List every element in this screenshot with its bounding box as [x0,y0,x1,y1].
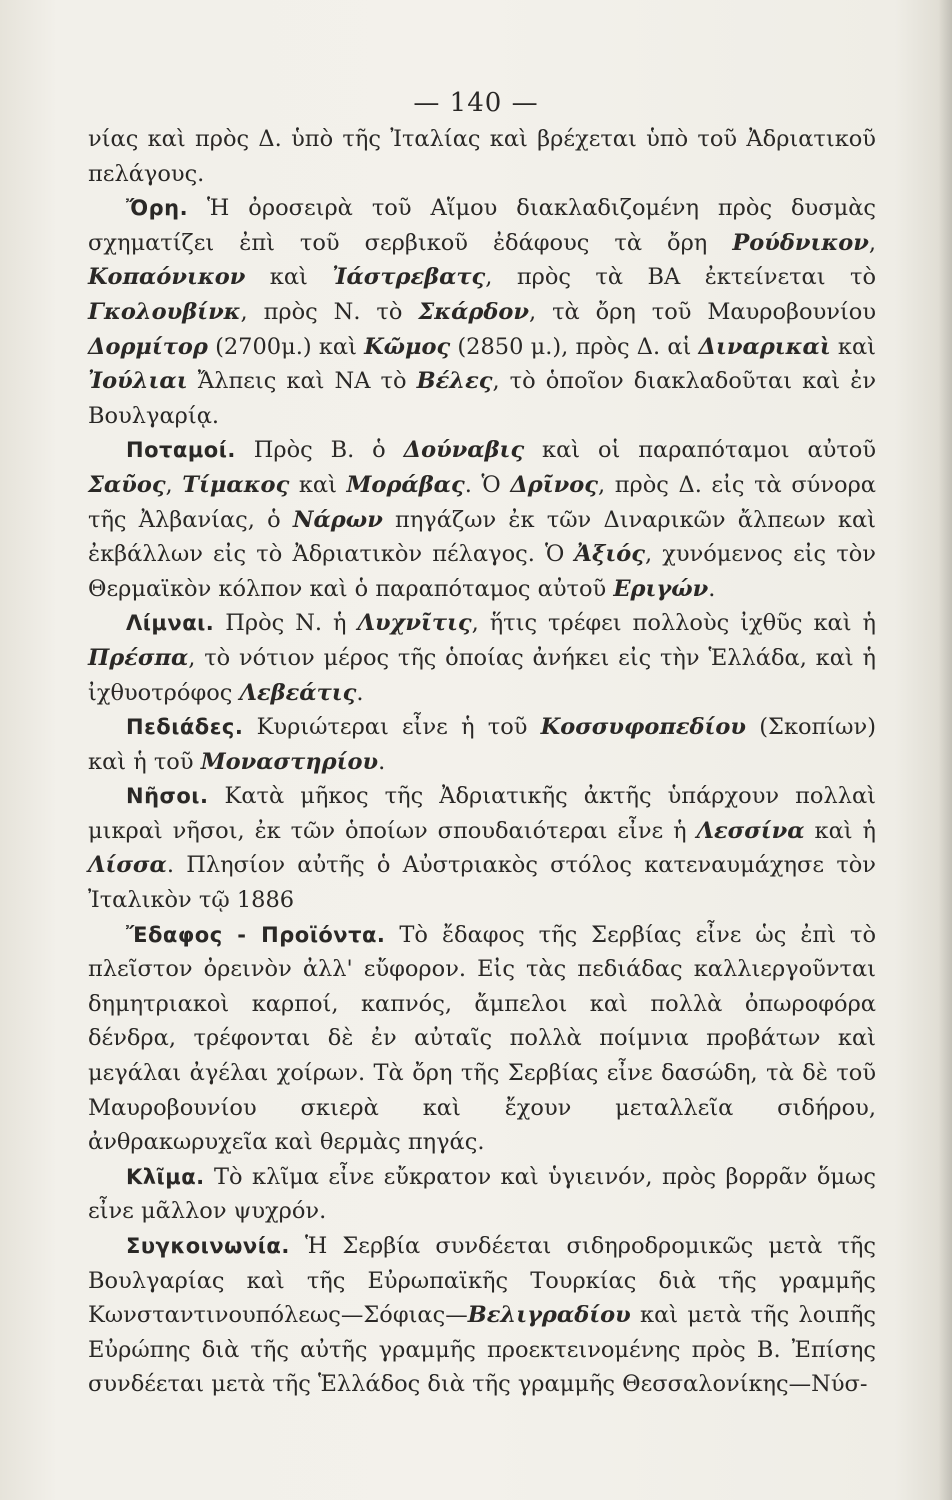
text-run: , πρὸς Δ. εἰς τὰ σύνορα τῆς Ἀλβανίας, ὁ [88,471,876,533]
section-heading-plains: Πεδιάδες. [126,715,244,740]
emphasis: Μοναστηρίου [200,748,379,775]
paragraph-rivers [88,433,876,606]
emphasis: Δορμίτορ [88,333,208,360]
emphasis: Νάρων [292,506,383,533]
emphasis: Μοράβας [346,471,465,498]
text-run: , τὰ ὄρη τοῦ Μαυροβουνίου [529,298,876,325]
section-heading-lakes: Λίμναι. [126,611,215,636]
text-run: . [378,748,386,775]
emphasis: Λυχνῖτις [357,610,472,637]
text-run: . [356,679,364,706]
emphasis: Βέλες [416,368,493,395]
text-run: Τὸ κλῖμα εἶνε εὔκρατον καὶ ὑγιεινόν, πρὸς βορρᾶν ὅμως εἶνε μᾶλλον ψυχρόν. [88,1163,876,1225]
text-run: (2850 μ.), πρὸς Δ. αἱ [450,333,699,360]
text-run: . [708,575,716,602]
text-run: Ἄλπεις καὶ ΝΑ τὸ [187,368,417,395]
text-run: , τὸ ὁποῖον διακλαδοῦται καὶ ἐν Βουλγαρίᾳ. [88,368,876,429]
emphasis: Δρῖνος [510,471,598,498]
emphasis: Τίμακος [182,471,290,498]
emphasis: Λεσσίνα [696,817,805,844]
section-heading-soil-products: Ἔδαφος - Προϊόντα. [126,922,386,947]
text-run: Ἡ Σερβία συνδέεται σιδηροδρομικῶς μετὰ τῆς Βουλγαρίας καὶ τῆς Εὐρωπαϊκῆς Τουρκίας διὰ τῆς γραμμῆς Κωνσταντινουπόλεως—Σόφιας— [88,1233,876,1329]
emphasis: Κοπαόνικον [88,264,246,291]
text-run: , πρὸς Ν. τὸ [240,298,419,325]
paragraph-climate [88,1160,876,1229]
emphasis: Δούναβις [403,437,525,464]
text-run: , [165,471,183,498]
text-run: . Πλησίον αὐτῆς ὁ Αὐστριακὸς στόλος κατεναυμάχησε τὸν Ἰταλικὸν τῷ 1886 [88,852,876,914]
text-run: Κατὰ μῆκος τῆς Ἀδριατικῆς ἀκτῆς ὑπάρχουν πολλαὶ μικραὶ νῆσοι, ἐκ τῶν ὁποίων σπουδαιότεραι εἶνε ἡ [88,783,876,844]
paragraph-continuation: νίας καὶ πρὸς Δ. ὑπὸ τῆς Ἰταλίας καὶ βρέχεται ὑπὸ τοῦ Ἀδριατικοῦ πελάγους. [88,126,876,187]
section-heading-mountains: Ὄρη. [126,196,189,221]
page-text [88,122,876,1402]
emphasis: Διναρικαὶ [698,333,831,360]
emphasis: Πρέσπα [88,644,189,671]
emphasis: Βελιγραδίου [467,1302,631,1329]
text-run: καὶ ἡ [804,817,876,844]
text-run: καὶ [830,333,876,360]
emphasis: Ρούδνικον [732,229,869,256]
page-edge-shadow [938,0,952,1500]
text-run: , χυνόμενος εἰς τὸν Θερμαϊκὸν κόλπον καὶ ὁ παραπόταμος αὐτοῦ [88,541,876,602]
emphasis: Κῶμος [364,333,451,360]
emphasis: Εριγών [613,575,709,602]
emphasis: Σκάρδον [418,298,530,325]
text-run: (Σκοπίων) καὶ ἡ τοῦ [88,714,876,775]
paragraph-communication [88,1229,876,1402]
emphasis: Ἰάστρεβατς [332,264,486,291]
paragraph-plains [88,710,876,779]
text-run: καὶ μετὰ τῆς λοιπῆς Εὐρώπης διὰ τῆς αὐτῆς γραμμῆς προεκτεινομένης πρὸς Β. Ἐπίσης συνδέεται μετὰ τῆς Ἑλλάδος διὰ τῆς γραμμῆς Θεσσαλονίκης—Νύσ- [88,1302,876,1398]
section-heading-rivers: Ποταμοί. [126,438,236,463]
section-heading-climate: Κλῖμα. [126,1164,205,1189]
emphasis: Κοσσυφοπεδίου [540,714,747,741]
paragraph-soil-products [88,918,876,1160]
emphasis: Λίσσα [88,852,167,879]
paragraph-mountains [88,191,876,433]
page-number: — 140 — [413,88,539,118]
text-run: . Ὁ [464,471,511,498]
text-run: Κυριώτεραι εἶνε ἡ τοῦ [243,714,541,741]
text-run: πηγάζων ἐκ τῶν Διναρικῶν ἄλπεων καὶ ἐκβάλλων εἰς τὸ Ἀδριατικὸν πέλαγος. Ὁ [88,506,876,568]
paragraph-islands [88,779,876,917]
text-run: (2700μ.) καὶ [207,333,365,360]
text-run: , [868,229,876,256]
section-heading-communication: Συγκοινωνία. [126,1234,290,1258]
text-run: Πρὸς Β. ὁ [235,437,404,464]
emphasis: Ἰούλιαι [88,368,188,395]
text-run: καὶ οἱ παραπόταμοι αὐτοῦ [524,437,876,464]
text-run: Ἡ ὀροσειρὰ τοῦ Αἵμου διακλαδιζομένη πρὸς δυσμὰς σχηματίζει ἐπὶ τοῦ σερβικοῦ ἐδάφους τὰ ὄρη [88,195,876,256]
emphasis: Ἀξιός [574,541,645,568]
text-run: καὶ [289,471,347,498]
text-run: Πρὸς Ν. ἡ [214,610,358,637]
emphasis: Σαῦος [88,471,166,498]
text-run: καὶ [245,264,333,291]
paragraph-lakes [88,606,876,710]
text-run: , ἥτις τρέφει πολλοὺς ἰχθῦς καὶ ἡ [471,610,876,637]
text-run: , πρὸς τὰ ΒΑ ἐκτείνεται τὸ [485,264,876,291]
emphasis: Γκολουβίνκ [88,298,241,325]
section-heading-islands: Νῆσοι. [126,784,209,809]
emphasis: Λεβεάτις [239,679,357,706]
text-run: , τὸ νότιον μέρος τῆς ὁποίας ἀνήκει εἰς τὴν Ἑλλάδα, καὶ ἡ ἰχθυοτρόφος [88,644,876,706]
text-run: Τὸ ἔδαφος τῆς Σερβίας εἶνε ὡς ἐπὶ τὸ πλεῖστον ὀρεινὸν ἀλλ' εὔφορον. Εἰς τὰς πεδιάδας καλλιεργοῦνται δημητριακοὶ καρποί, καπνός, ἄμπελοι καὶ πολλὰ ὀπωροφόρα δένδρα, τρέφονται δὲ ἐν αὐταῖς πολλὰ ποίμνια προβάτων καὶ μεγάλαι ἀγέλαι χοίρων. Τὰ ὄρη τῆς Σερβίας εἶνε δασώδη, τὰ δὲ τοῦ Μαυροβουνίου σκιερὰ καὶ ἔχουν μεταλλεῖα σιδήρου, ἀνθρακωρυχεῖα καὶ θερμὰς πηγάς. [88,921,877,1156]
